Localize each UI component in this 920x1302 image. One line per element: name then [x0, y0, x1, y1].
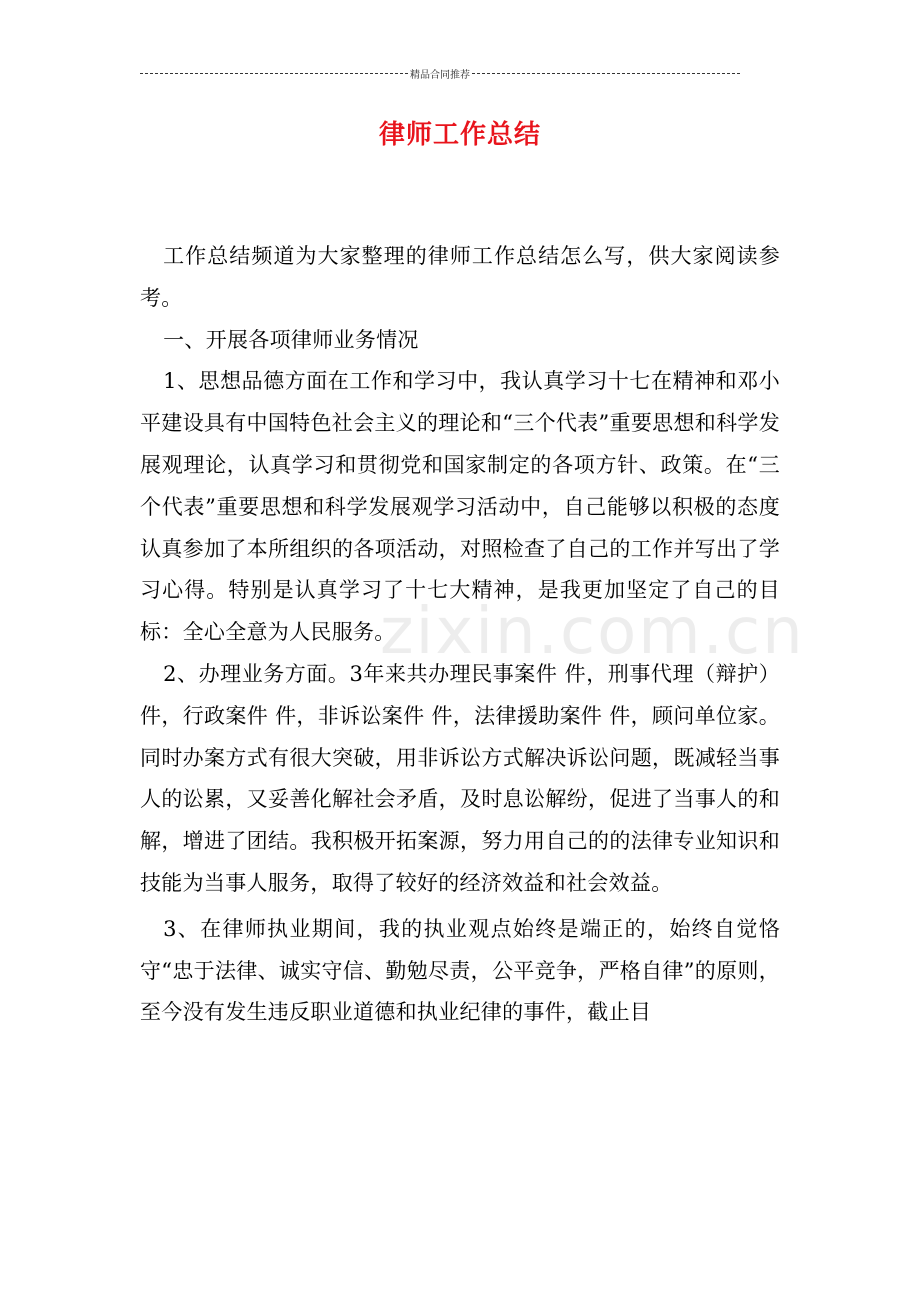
header-label: 精品合同推荐 [410, 69, 470, 80]
paragraph-2: 2、办理业务方面。3年来共办理民事案件 件，刑事代理（辩护）件，行政案件 件，非诉讼案件 件，法律援助案件 件，顾问单位家。同时办案方式有很大突破，用非诉讼方式解决诉讼问题，既减轻当事人的讼累，又妥善化解社会矛盾，及时息讼解纷，促进了当事人的和解，增进了团结。我积极开拓案源，努力用自己的的法律专业知识和技能为当事人服务，取得了较好的经济效益和社会效益。 [140, 661, 780, 895]
paragraph-3: 3、在律师执业期间，我的执业观点始终是端正的，始终自觉恪守“忠于法律、诚实守信、勤勉尽责，公平竞争，严格自律”的原则，至今没有发生违反职业道德和执业纪律的事件，截止目 [140, 916, 780, 1025]
paragraph-1: 1、思想品德方面在工作和学习中，我认真学习十七在精神和邓小平建设具有中国特色社会主义的理论和“三个代表”重要思想和科学发展观理论，认真学习和贯彻党和国家制定的各项方针、政策。在“三个代表”重要思想和科学发展观学习活动中，自己能够以积极的态度认真参加了本所组织的各项活动，对照检查了自己的工作并写出了学习心得。特别是认真学习了十七大精神，是我更加坚定了自己的目标：全心全意为人民服务。 [140, 369, 780, 645]
watermark: zixin.com.cn [380, 595, 805, 669]
document-body [140, 236, 780, 1034]
paragraph-intro: 工作总结频道为大家整理的律师工作总结怎么写，供大家阅读参考。 [140, 244, 780, 310]
page-header [140, 66, 740, 80]
header-dash-left [140, 73, 408, 74]
section-heading: 一、开展各项律师业务情况 [163, 327, 419, 352]
header-dash-right [472, 73, 740, 74]
document-title: 律师工作总结 [378, 120, 541, 150]
